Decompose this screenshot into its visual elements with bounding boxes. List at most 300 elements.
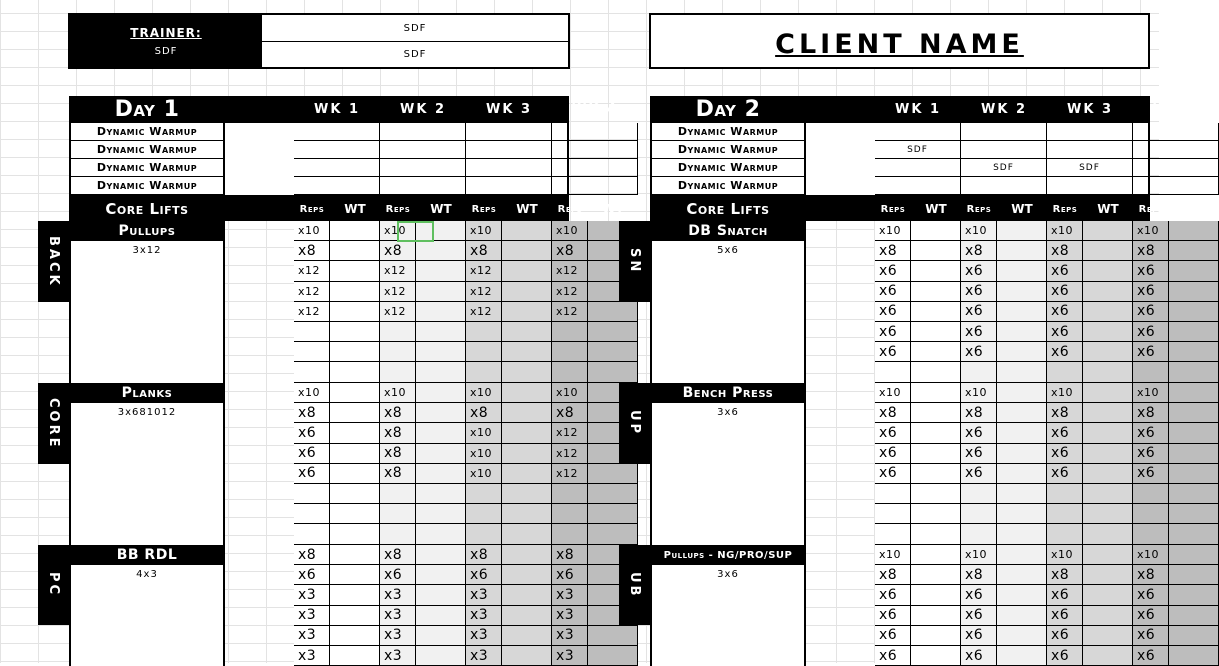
weight-cell[interactable] (997, 282, 1047, 302)
reps-cell[interactable]: x8 (961, 403, 997, 423)
weight-cell[interactable] (588, 302, 638, 322)
weight-cell[interactable] (1169, 524, 1219, 544)
reps-cell[interactable]: x3 (294, 626, 330, 646)
weight-cell[interactable] (502, 362, 552, 382)
reps-cell[interactable]: x8 (380, 545, 416, 565)
weight-cell[interactable] (416, 545, 466, 565)
reps-cell[interactable]: x3 (552, 626, 588, 646)
reps-cell[interactable] (294, 342, 330, 362)
weight-cell[interactable] (502, 606, 552, 626)
reps-cell[interactable]: x3 (380, 585, 416, 605)
weight-cell[interactable] (416, 606, 466, 626)
reps-cell[interactable] (961, 484, 997, 504)
reps-cell[interactable]: x6 (1133, 444, 1169, 464)
reps-cell[interactable]: x12 (552, 261, 588, 281)
weight-cell[interactable] (1169, 565, 1219, 585)
warmup-cell[interactable] (1133, 159, 1219, 177)
reps-cell[interactable]: x8 (294, 403, 330, 423)
weight-cell[interactable] (1083, 524, 1133, 544)
weight-cell[interactable] (330, 646, 380, 666)
reps-cell[interactable] (380, 484, 416, 504)
weight-cell[interactable] (1083, 646, 1133, 666)
weight-cell[interactable] (502, 241, 552, 261)
weight-cell[interactable] (997, 545, 1047, 565)
weight-cell[interactable] (502, 403, 552, 423)
weight-cell[interactable] (997, 302, 1047, 322)
weight-cell[interactable] (1169, 484, 1219, 504)
reps-cell[interactable]: x8 (1133, 403, 1169, 423)
reps-cell[interactable]: x10 (961, 383, 997, 403)
reps-cell[interactable]: x12 (294, 282, 330, 302)
warmup-cell[interactable] (552, 123, 638, 141)
reps-cell[interactable]: x8 (961, 565, 997, 585)
reps-cell[interactable]: x8 (380, 423, 416, 443)
weight-cell[interactable] (911, 221, 961, 241)
warmup-cell[interactable] (875, 159, 961, 177)
reps-cell[interactable]: x8 (875, 565, 911, 585)
weight-cell[interactable] (1083, 322, 1133, 342)
reps-cell[interactable]: x6 (294, 565, 330, 585)
reps-cell[interactable] (466, 504, 502, 524)
reps-cell[interactable]: x6 (1133, 464, 1169, 484)
reps-cell[interactable]: x8 (552, 545, 588, 565)
weight-cell[interactable] (911, 322, 961, 342)
weight-cell[interactable] (1083, 403, 1133, 423)
weight-cell[interactable] (416, 383, 466, 403)
weight-cell[interactable] (997, 585, 1047, 605)
weight-cell[interactable] (911, 282, 961, 302)
reps-cell[interactable]: x6 (380, 565, 416, 585)
reps-cell[interactable]: x6 (1047, 626, 1083, 646)
warmup-cell[interactable] (380, 141, 466, 159)
weight-cell[interactable] (588, 464, 638, 484)
weight-cell[interactable] (911, 524, 961, 544)
reps-cell[interactable] (294, 362, 330, 382)
weight-cell[interactable] (997, 362, 1047, 382)
weight-cell[interactable] (502, 524, 552, 544)
reps-cell[interactable]: x8 (1047, 565, 1083, 585)
reps-cell[interactable]: x6 (1047, 464, 1083, 484)
reps-cell[interactable]: x6 (875, 282, 911, 302)
weight-cell[interactable] (1169, 585, 1219, 605)
reps-cell[interactable]: x6 (875, 423, 911, 443)
reps-cell[interactable]: x3 (380, 646, 416, 666)
weight-cell[interactable] (502, 302, 552, 322)
warmup-cell[interactable] (552, 141, 638, 159)
weight-cell[interactable] (1169, 302, 1219, 322)
weight-cell[interactable] (588, 484, 638, 504)
warmup-cell[interactable]: SDF (1047, 159, 1133, 177)
weight-cell[interactable] (330, 241, 380, 261)
weight-cell[interactable] (330, 302, 380, 322)
weight-cell[interactable] (330, 423, 380, 443)
weight-cell[interactable] (997, 504, 1047, 524)
reps-cell[interactable]: x3 (380, 606, 416, 626)
weight-cell[interactable] (502, 221, 552, 241)
weight-cell[interactable] (588, 342, 638, 362)
reps-cell[interactable]: x10 (380, 383, 416, 403)
reps-cell[interactable]: x10 (380, 221, 416, 241)
weight-cell[interactable] (1083, 221, 1133, 241)
weight-cell[interactable] (911, 464, 961, 484)
reps-cell[interactable]: x6 (1133, 423, 1169, 443)
weight-cell[interactable] (588, 362, 638, 382)
reps-cell[interactable]: x8 (294, 545, 330, 565)
reps-cell[interactable] (1047, 524, 1083, 544)
reps-cell[interactable]: x6 (1047, 302, 1083, 322)
weight-cell[interactable] (330, 282, 380, 302)
reps-cell[interactable]: x6 (1133, 646, 1169, 666)
weight-cell[interactable] (1169, 221, 1219, 241)
weight-cell[interactable] (416, 524, 466, 544)
reps-cell[interactable]: x6 (961, 302, 997, 322)
reps-cell[interactable]: x6 (1133, 606, 1169, 626)
reps-cell[interactable]: x6 (1047, 322, 1083, 342)
reps-cell[interactable]: x10 (875, 383, 911, 403)
warmup-cell[interactable] (380, 177, 466, 195)
reps-cell[interactable]: x12 (294, 261, 330, 281)
reps-cell[interactable]: x10 (466, 444, 502, 464)
reps-cell[interactable]: x12 (466, 261, 502, 281)
weight-cell[interactable] (1169, 464, 1219, 484)
weight-cell[interactable] (911, 585, 961, 605)
reps-cell[interactable] (552, 504, 588, 524)
reps-cell[interactable] (552, 484, 588, 504)
weight-cell[interactable] (997, 423, 1047, 443)
reps-cell[interactable]: x6 (552, 565, 588, 585)
weight-cell[interactable] (416, 362, 466, 382)
reps-cell[interactable] (552, 342, 588, 362)
weight-cell[interactable] (330, 261, 380, 281)
weight-cell[interactable] (911, 302, 961, 322)
weight-cell[interactable] (330, 585, 380, 605)
weight-cell[interactable] (1169, 626, 1219, 646)
reps-cell[interactable]: x12 (552, 282, 588, 302)
reps-cell[interactable]: x8 (1047, 241, 1083, 261)
weight-cell[interactable] (911, 606, 961, 626)
reps-cell[interactable]: x8 (380, 444, 416, 464)
reps-cell[interactable]: x6 (1133, 302, 1169, 322)
reps-cell[interactable]: x6 (1047, 444, 1083, 464)
reps-cell[interactable]: x6 (875, 606, 911, 626)
weight-cell[interactable] (1169, 646, 1219, 666)
weight-cell[interactable] (997, 464, 1047, 484)
reps-cell[interactable]: x6 (1047, 282, 1083, 302)
weight-cell[interactable] (911, 261, 961, 281)
reps-cell[interactable] (1047, 362, 1083, 382)
weight-cell[interactable] (330, 524, 380, 544)
reps-cell[interactable]: x10 (1047, 221, 1083, 241)
reps-cell[interactable] (961, 524, 997, 544)
reps-cell[interactable] (552, 524, 588, 544)
warmup-cell[interactable] (466, 123, 552, 141)
reps-cell[interactable] (294, 484, 330, 504)
warmup-cell[interactable] (875, 177, 961, 195)
reps-cell[interactable] (875, 504, 911, 524)
reps-cell[interactable]: x12 (380, 302, 416, 322)
weight-cell[interactable] (502, 646, 552, 666)
reps-cell[interactable]: x8 (1047, 403, 1083, 423)
weight-cell[interactable] (502, 282, 552, 302)
reps-cell[interactable]: x8 (466, 403, 502, 423)
reps-cell[interactable]: x8 (1133, 565, 1169, 585)
weight-cell[interactable] (911, 403, 961, 423)
reps-cell[interactable]: x3 (294, 606, 330, 626)
warmup-cell[interactable] (294, 177, 380, 195)
weight-cell[interactable] (997, 241, 1047, 261)
weight-cell[interactable] (416, 282, 466, 302)
warmup-cell[interactable] (294, 159, 380, 177)
weight-cell[interactable] (1169, 403, 1219, 423)
reps-cell[interactable]: x8 (380, 403, 416, 423)
weight-cell[interactable] (1169, 383, 1219, 403)
reps-cell[interactable]: x6 (875, 342, 911, 362)
weight-cell[interactable] (997, 484, 1047, 504)
reps-cell[interactable]: x10 (1133, 221, 1169, 241)
reps-cell[interactable]: x6 (1133, 585, 1169, 605)
weight-cell[interactable] (502, 626, 552, 646)
reps-cell[interactable]: x10 (961, 221, 997, 241)
warmup-cell[interactable] (552, 159, 638, 177)
reps-cell[interactable] (380, 322, 416, 342)
reps-cell[interactable]: x6 (875, 626, 911, 646)
weight-cell[interactable] (911, 484, 961, 504)
reps-cell[interactable]: x12 (552, 464, 588, 484)
weight-cell[interactable] (1083, 606, 1133, 626)
weight-cell[interactable] (911, 565, 961, 585)
weight-cell[interactable] (997, 565, 1047, 585)
reps-cell[interactable]: x10 (294, 383, 330, 403)
weight-cell[interactable] (911, 545, 961, 565)
weight-cell[interactable] (1169, 282, 1219, 302)
warmup-cell[interactable] (552, 177, 638, 195)
weight-cell[interactable] (502, 484, 552, 504)
reps-cell[interactable] (380, 362, 416, 382)
weight-cell[interactable] (911, 383, 961, 403)
warmup-cell[interactable] (1047, 177, 1133, 195)
weight-cell[interactable] (1083, 565, 1133, 585)
weight-cell[interactable] (911, 504, 961, 524)
reps-cell[interactable] (961, 362, 997, 382)
reps-cell[interactable]: x12 (294, 302, 330, 322)
weight-cell[interactable] (502, 383, 552, 403)
reps-cell[interactable]: x10 (466, 464, 502, 484)
weight-cell[interactable] (1083, 504, 1133, 524)
reps-cell[interactable]: x10 (466, 221, 502, 241)
reps-cell[interactable]: x12 (380, 282, 416, 302)
weight-cell[interactable] (330, 403, 380, 423)
reps-cell[interactable]: x6 (875, 444, 911, 464)
warmup-cell[interactable]: SDF (875, 141, 961, 159)
reps-cell[interactable]: x6 (875, 322, 911, 342)
reps-cell[interactable]: x3 (466, 585, 502, 605)
warmup-cell[interactable] (875, 123, 961, 141)
warmup-cell[interactable] (961, 141, 1047, 159)
reps-cell[interactable]: x8 (875, 403, 911, 423)
reps-cell[interactable] (552, 322, 588, 342)
weight-cell[interactable] (1083, 383, 1133, 403)
weight-cell[interactable] (502, 504, 552, 524)
warmup-cell[interactable] (961, 123, 1047, 141)
reps-cell[interactable]: x10 (552, 383, 588, 403)
reps-cell[interactable] (1133, 504, 1169, 524)
reps-cell[interactable]: x6 (1047, 606, 1083, 626)
warmup-cell[interactable] (380, 123, 466, 141)
reps-cell[interactable]: x8 (466, 241, 502, 261)
reps-cell[interactable]: x8 (466, 545, 502, 565)
reps-cell[interactable] (466, 342, 502, 362)
reps-cell[interactable]: x10 (875, 221, 911, 241)
weight-cell[interactable] (416, 484, 466, 504)
reps-cell[interactable]: x3 (294, 585, 330, 605)
weight-cell[interactable] (416, 403, 466, 423)
reps-cell[interactable]: x10 (466, 423, 502, 443)
weight-cell[interactable] (997, 322, 1047, 342)
reps-cell[interactable] (466, 484, 502, 504)
weight-cell[interactable] (416, 565, 466, 585)
reps-cell[interactable]: x6 (294, 444, 330, 464)
weight-cell[interactable] (416, 646, 466, 666)
reps-cell[interactable]: x6 (1047, 646, 1083, 666)
weight-cell[interactable] (1169, 606, 1219, 626)
weight-cell[interactable] (416, 585, 466, 605)
reps-cell[interactable]: x10 (1133, 383, 1169, 403)
reps-cell[interactable]: x6 (875, 464, 911, 484)
reps-cell[interactable]: x6 (1133, 626, 1169, 646)
reps-cell[interactable]: x6 (961, 626, 997, 646)
weight-cell[interactable] (330, 504, 380, 524)
weight-cell[interactable] (416, 302, 466, 322)
weight-cell[interactable] (330, 322, 380, 342)
reps-cell[interactable] (1133, 484, 1169, 504)
reps-cell[interactable]: x6 (961, 322, 997, 342)
reps-cell[interactable] (294, 504, 330, 524)
reps-cell[interactable]: x10 (1047, 545, 1083, 565)
weight-cell[interactable] (997, 261, 1047, 281)
weight-cell[interactable] (911, 342, 961, 362)
reps-cell[interactable] (466, 362, 502, 382)
reps-cell[interactable]: x6 (961, 585, 997, 605)
reps-cell[interactable]: x6 (961, 423, 997, 443)
reps-cell[interactable]: x6 (961, 342, 997, 362)
weight-cell[interactable] (997, 221, 1047, 241)
weight-cell[interactable] (1083, 423, 1133, 443)
weight-cell[interactable] (330, 545, 380, 565)
warmup-cell[interactable] (1133, 123, 1219, 141)
weight-cell[interactable] (1083, 362, 1133, 382)
weight-cell[interactable] (588, 322, 638, 342)
weight-cell[interactable] (330, 362, 380, 382)
weight-cell[interactable] (911, 626, 961, 646)
reps-cell[interactable]: x3 (294, 646, 330, 666)
reps-cell[interactable]: x3 (466, 626, 502, 646)
weight-cell[interactable] (997, 606, 1047, 626)
weight-cell[interactable] (502, 342, 552, 362)
weight-cell[interactable] (588, 524, 638, 544)
reps-cell[interactable]: x8 (552, 241, 588, 261)
weight-cell[interactable] (416, 423, 466, 443)
reps-cell[interactable]: x6 (875, 261, 911, 281)
weight-cell[interactable] (502, 464, 552, 484)
reps-cell[interactable]: x8 (380, 241, 416, 261)
weight-cell[interactable] (1083, 545, 1133, 565)
reps-cell[interactable]: x12 (466, 302, 502, 322)
reps-cell[interactable] (294, 322, 330, 342)
reps-cell[interactable] (380, 342, 416, 362)
reps-cell[interactable]: x6 (961, 606, 997, 626)
weight-cell[interactable] (1169, 504, 1219, 524)
weight-cell[interactable] (1169, 545, 1219, 565)
warmup-cell[interactable] (294, 141, 380, 159)
reps-cell[interactable]: x3 (466, 606, 502, 626)
weight-cell[interactable] (911, 362, 961, 382)
weight-cell[interactable] (330, 444, 380, 464)
reps-cell[interactable]: x3 (380, 626, 416, 646)
reps-cell[interactable] (466, 524, 502, 544)
reps-cell[interactable] (1047, 504, 1083, 524)
reps-cell[interactable]: x6 (1133, 282, 1169, 302)
weight-cell[interactable] (1083, 626, 1133, 646)
weight-cell[interactable] (502, 322, 552, 342)
reps-cell[interactable]: x8 (1133, 241, 1169, 261)
weight-cell[interactable] (1169, 241, 1219, 261)
weight-cell[interactable] (1169, 261, 1219, 281)
warmup-cell[interactable] (1133, 177, 1219, 195)
weight-cell[interactable] (1083, 282, 1133, 302)
reps-cell[interactable]: x6 (961, 261, 997, 281)
weight-cell[interactable] (330, 626, 380, 646)
weight-cell[interactable] (1083, 444, 1133, 464)
weight-cell[interactable] (330, 565, 380, 585)
weight-cell[interactable] (416, 342, 466, 362)
reps-cell[interactable]: x6 (1133, 261, 1169, 281)
weight-cell[interactable] (997, 646, 1047, 666)
weight-cell[interactable] (502, 585, 552, 605)
weight-cell[interactable] (997, 383, 1047, 403)
reps-cell[interactable]: x6 (961, 282, 997, 302)
warmup-cell[interactable] (466, 141, 552, 159)
weight-cell[interactable] (416, 626, 466, 646)
reps-cell[interactable] (294, 524, 330, 544)
weight-cell[interactable] (997, 524, 1047, 544)
reps-cell[interactable] (875, 484, 911, 504)
reps-cell[interactable]: x6 (1047, 342, 1083, 362)
reps-cell[interactable]: x8 (875, 241, 911, 261)
warmup-cell[interactable] (466, 177, 552, 195)
weight-cell[interactable] (911, 241, 961, 261)
reps-cell[interactable] (1133, 524, 1169, 544)
weight-cell[interactable] (997, 403, 1047, 423)
reps-cell[interactable]: x10 (875, 545, 911, 565)
reps-cell[interactable]: x12 (380, 261, 416, 281)
reps-cell[interactable] (1133, 362, 1169, 382)
weight-cell[interactable] (1083, 484, 1133, 504)
reps-cell[interactable] (875, 362, 911, 382)
reps-cell[interactable] (961, 504, 997, 524)
warmup-cell[interactable] (1047, 141, 1133, 159)
weight-cell[interactable] (911, 444, 961, 464)
reps-cell[interactable]: x12 (552, 302, 588, 322)
reps-cell[interactable]: x3 (552, 606, 588, 626)
weight-cell[interactable] (416, 241, 466, 261)
reps-cell[interactable] (552, 362, 588, 382)
weight-cell[interactable] (330, 383, 380, 403)
reps-cell[interactable]: x10 (466, 383, 502, 403)
weight-cell[interactable] (416, 504, 466, 524)
reps-cell[interactable]: x12 (552, 423, 588, 443)
weight-cell[interactable] (1083, 261, 1133, 281)
weight-cell[interactable] (416, 444, 466, 464)
